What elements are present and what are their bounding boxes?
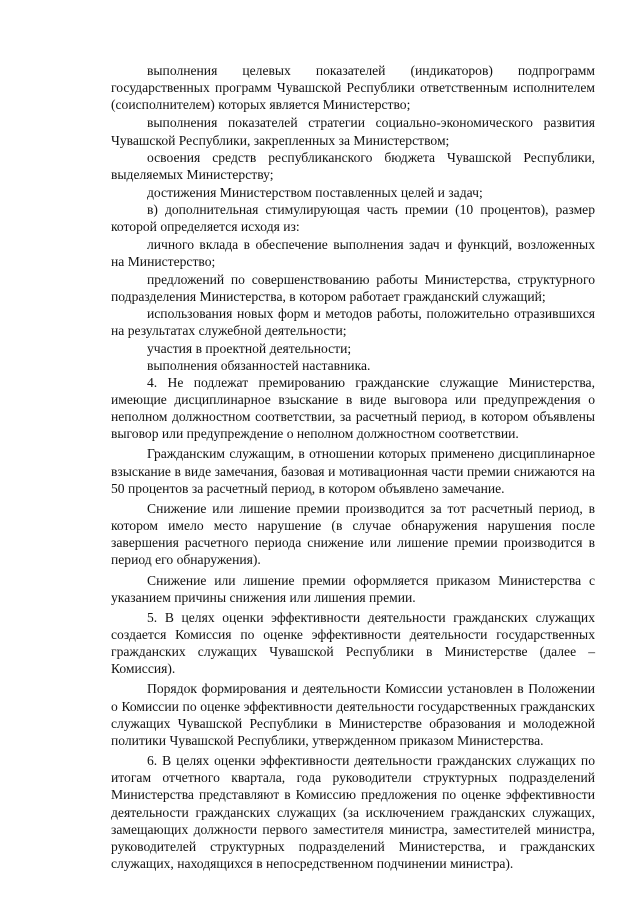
paragraph-project-activity: участия в проектной деятельности; xyxy=(147,340,352,356)
paragraph-reduction-period: Снижение или лишение премии производится за тот расчетный период, в котором имело место нарушение (в случае обнаружения нарушения после завершения расчетного периода снижение или лишение премии производится в период его обнаружения). xyxy=(111,500,595,568)
paragraph-additional-premium: в) дополнительная стимулирующая часть премии (10 процентов), размер которой определяется исходя из: xyxy=(111,202,595,235)
paragraph-item-6: 6. В целях оценки эффективности деятельности гражданских служащих по итогам отчетного квартала, года руководители структурных подразделений Министерства представляют в Комиссию предложения по оценке эффективности деятельности гражданских служащих (за исключением гражданских служащих, замещающих должности первого заместителя министра, заместителей министра, руководителей структурных подразделений Министерства, и гражданских служащих, находящихся в непосредственном подчинении министра). xyxy=(111,753,595,872)
paragraph-item-5: 5. В целях оценки эффективности деятельности гражданских служащих создается Комиссия по оценке эффективности деятельности государственных гражданских служащих Чувашской Республики в Министерстве (далее – Комиссия). xyxy=(111,609,595,677)
paragraph-mentor-duties: выполнения обязанностей наставника. xyxy=(147,357,371,373)
paragraph-budget: освоения средств республиканского бюджета Чувашской Республики, выделяемых Министерству; xyxy=(111,149,595,182)
paragraph-remark-reduction: Гражданским служащим, в отношении которых применено дисциплинарное взыскание в виде замечания, базовая и мотивационная части премии снижаются на 50 процентов за расчетный период, в котором объявлено замечание. xyxy=(111,446,595,496)
paragraph-goals: достижения Министерством поставленных целей и задач; xyxy=(147,185,483,201)
paragraph-new-methods: использования новых форм и методов работы, положительно отразившихся на результатах служебной деятельности; xyxy=(111,306,595,339)
document-body xyxy=(111,62,595,872)
paragraph-personal-contribution: личного вклада в обеспечение выполнения задач и функций, возложенных на Министерство; xyxy=(111,236,595,269)
paragraph-commission-procedure: Порядок формирования и деятельности Комиссии установлен в Положении о Комиссии по оценке эффективности деятельности государственных гражданских служащих Чувашской Республики в Министерстве образования и молодежной политики Чувашской Республики, утвержденном приказом Министерства. xyxy=(111,681,595,748)
paragraph-indicators: выполнения целевых показателей (индикаторов) подпрограмм государственных программ Чувашской Республики ответственным исполнителем (соисполнителем) которых является Министерство; xyxy=(111,63,595,113)
paragraph-improvement-proposals: предложений по совершенствованию работы Министерства, структурного подразделения Министерства, в котором работает гражданский служащий; xyxy=(111,271,595,305)
paragraph-item-4: 4. Не подлежат премированию гражданские служащие Министерства, имеющие дисциплинарное взыскание в виде выговора или предупреждения о неполном должностном соответствии, за расчетный период, в котором объявлены выговор или предупреждение о неполном должностном соответствии. xyxy=(111,374,595,442)
paragraph-strategy: выполнения показателей стратегии социально-экономического развития Чувашской Республики, закрепленных за Министерством; xyxy=(111,115,595,148)
paragraph-reduction-order: Снижение или лишение премии оформляется приказом Министерства с указанием причины снижения или лишения премии. xyxy=(111,572,595,605)
